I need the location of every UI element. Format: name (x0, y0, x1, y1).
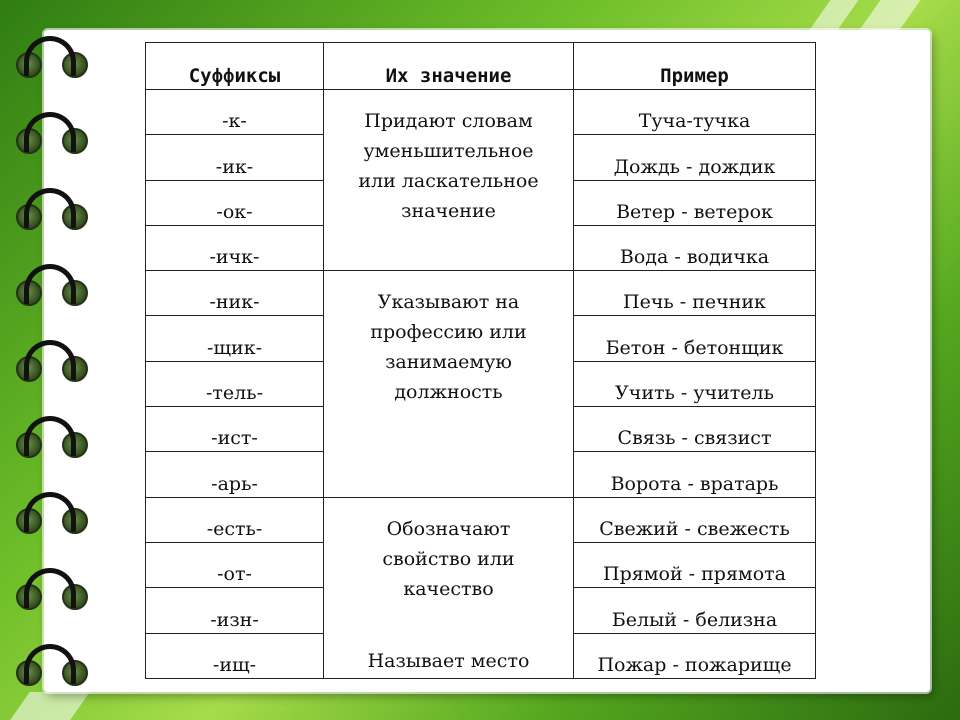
ring-wire (24, 644, 76, 684)
example-cell: Пожар - пожарище (574, 633, 816, 678)
ring-wire (24, 568, 76, 608)
meaning-line: или ласкательное (358, 170, 539, 192)
suffix-cell: -ик- (146, 135, 324, 180)
example-cell: Печь - печник (574, 271, 816, 316)
suffix-table (145, 42, 816, 679)
spiral-ring (14, 492, 88, 536)
spiral-ring (14, 188, 88, 232)
ring-wire (24, 340, 76, 380)
meaning-line: Указывают на (377, 291, 520, 314)
spiral-ring (14, 644, 88, 688)
meaning-line: Обозначают (386, 517, 511, 540)
decor-streak (859, 0, 920, 30)
header-suffixes: Суффиксы (146, 43, 324, 90)
suffix-cell: -ок- (146, 180, 324, 225)
suffix-cell: -арь- (146, 452, 324, 497)
suffix-cell: -ичк- (146, 225, 324, 270)
meaning-line: свойство или (382, 547, 515, 570)
decor-streak (809, 0, 858, 30)
ring-wire (24, 188, 76, 228)
meaning-line: уменьшительное (363, 140, 534, 162)
spiral-ring (14, 36, 88, 80)
meaning-line: значение (401, 200, 496, 222)
suffix-cell: -есть- (146, 497, 324, 542)
header-row (146, 43, 816, 90)
suffix-cell: -изн- (146, 588, 324, 633)
example-cell: Ветер - ветерок (574, 180, 816, 225)
table-row (146, 497, 816, 542)
spiral-ring (14, 264, 88, 308)
example-cell: Связь - связист (574, 407, 816, 452)
table-row (146, 271, 816, 316)
example-cell: Туча-тучка (574, 90, 816, 135)
meaning-cell (324, 90, 574, 271)
spiral-ring (14, 568, 88, 612)
table-row (146, 90, 816, 135)
example-cell: Ворота - вратарь (574, 452, 816, 497)
example-cell: Прямой - прямота (574, 542, 816, 587)
suffix-cell: -ист- (146, 407, 324, 452)
meaning-cell (324, 497, 574, 678)
ring-wire (24, 36, 76, 76)
suffix-cell: -ищ- (146, 633, 324, 678)
example-cell: Вода - водичка (574, 225, 816, 270)
spiral-ring (14, 340, 88, 384)
suffix-cell: -тель- (146, 361, 324, 406)
meaning-line: профессию или (370, 321, 527, 344)
example-cell: Белый - белизна (574, 588, 816, 633)
meaning-line: занимаемую (385, 351, 512, 374)
ring-wire (24, 416, 76, 456)
meaning-place-note: Называет место (367, 650, 530, 672)
header-example: Пример (574, 43, 816, 90)
example-cell: Свежий - свежесть (574, 497, 816, 542)
example-cell: Дождь - дождик (574, 135, 816, 180)
meaning-line: качество (403, 577, 494, 600)
meaning-line: должность (394, 381, 503, 404)
ring-wire (24, 264, 76, 304)
suffix-cell: -ник- (146, 271, 324, 316)
header-meaning: Их значение (324, 43, 574, 90)
suffix-cell: -к- (146, 90, 324, 135)
suffix-cell: -от- (146, 542, 324, 587)
example-cell: Учить - учитель (574, 361, 816, 406)
spiral-ring (14, 112, 88, 156)
example-cell: Бетон - бетонщик (574, 316, 816, 361)
meaning-cell (324, 271, 574, 497)
suffix-cell: -щик- (146, 316, 324, 361)
decor-streak (10, 692, 90, 720)
ring-wire (24, 492, 76, 532)
spiral-ring (14, 416, 88, 460)
ring-wire (24, 112, 76, 152)
meaning-line: Придают словам (364, 110, 533, 132)
